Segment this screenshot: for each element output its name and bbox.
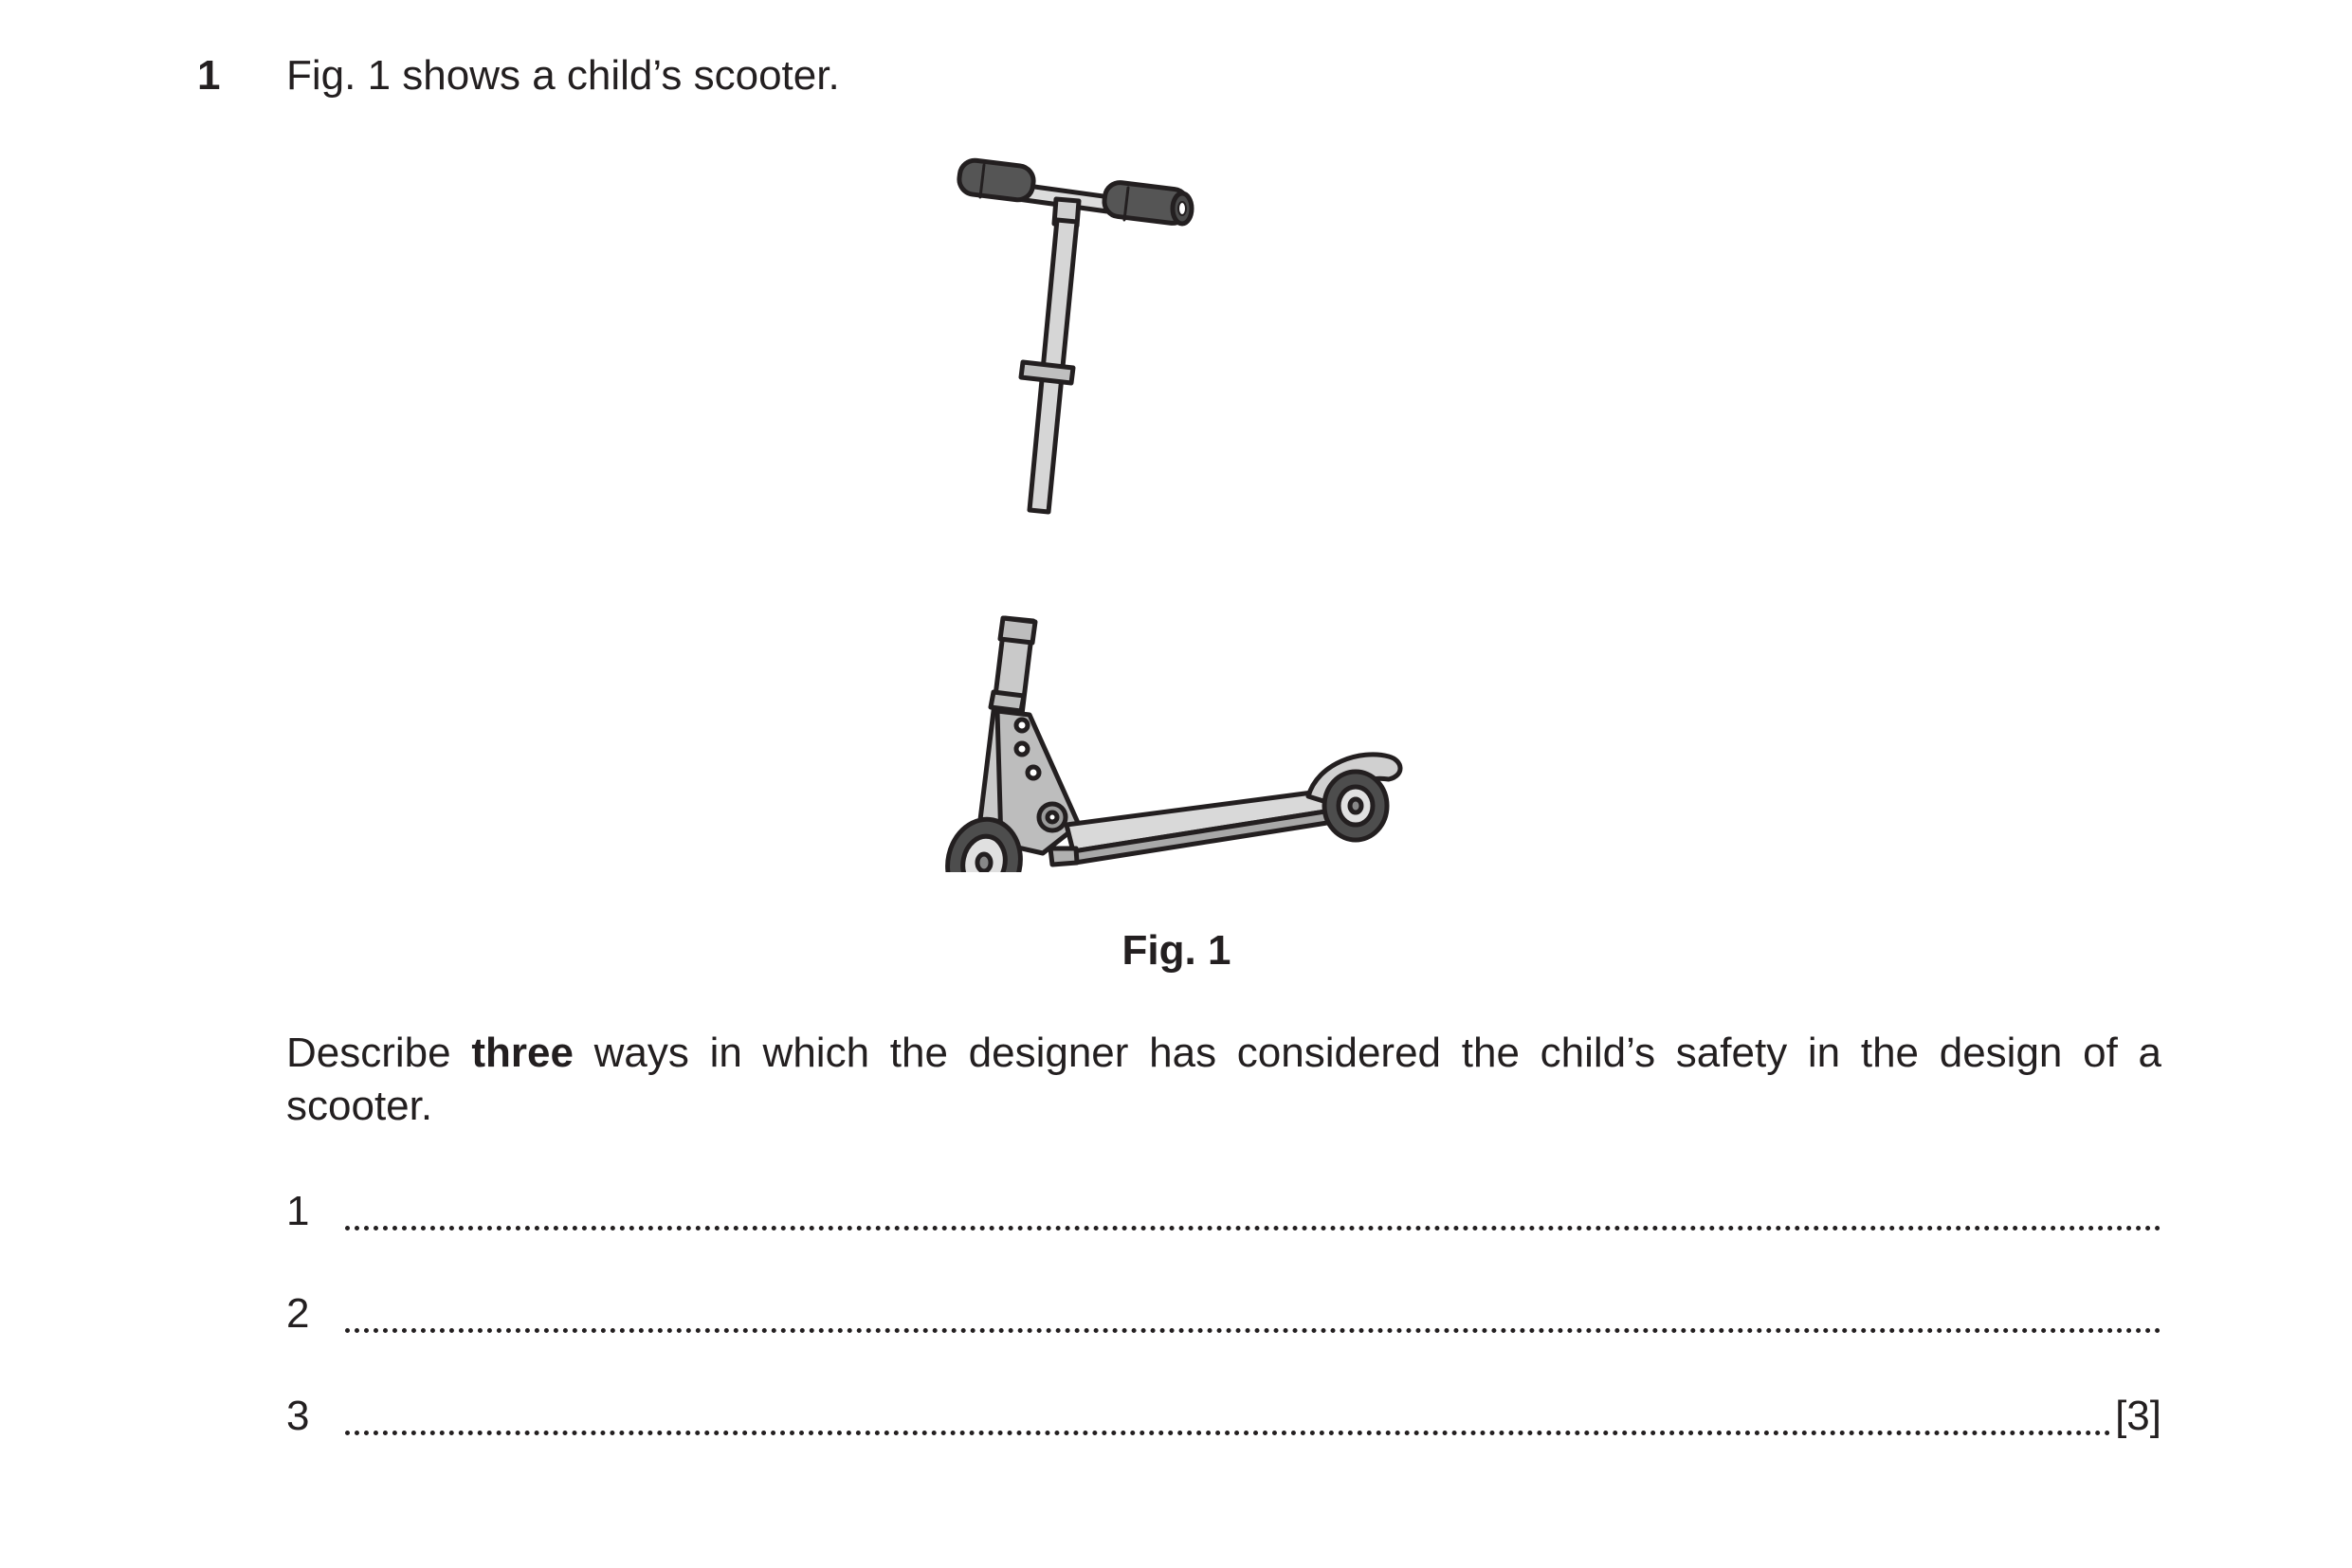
answer-number: 2: [286, 1290, 310, 1337]
answer-line-2[interactable]: [286, 1287, 2161, 1340]
question-prompt: [286, 1027, 2161, 1133]
prompt-emphasis: three: [471, 1030, 574, 1076]
answer-number: 3: [286, 1393, 310, 1439]
figure-caption: Fig. 1: [1121, 927, 1231, 974]
question-intro: Fig. 1 shows a child’s scooter.: [286, 52, 840, 99]
answer-line-1[interactable]: [286, 1185, 2161, 1238]
marks-label: [3]: [2115, 1393, 2161, 1439]
scooter-figure: [910, 142, 1441, 872]
prompt-text-start: Describe: [286, 1030, 472, 1076]
answer-line-3[interactable]: [286, 1390, 2161, 1443]
answer-dotted-line[interactable]: [345, 1209, 2161, 1231]
answer-dotted-line[interactable]: [345, 1413, 2111, 1435]
scooter-illustration: [910, 142, 1441, 872]
prompt-text-end: ways in which the designer has considered the child’s safety in the design of a scooter.: [286, 1030, 2161, 1129]
question-number: 1: [197, 52, 221, 99]
answer-number: 1: [286, 1188, 310, 1234]
answer-dotted-line[interactable]: [345, 1311, 2161, 1333]
